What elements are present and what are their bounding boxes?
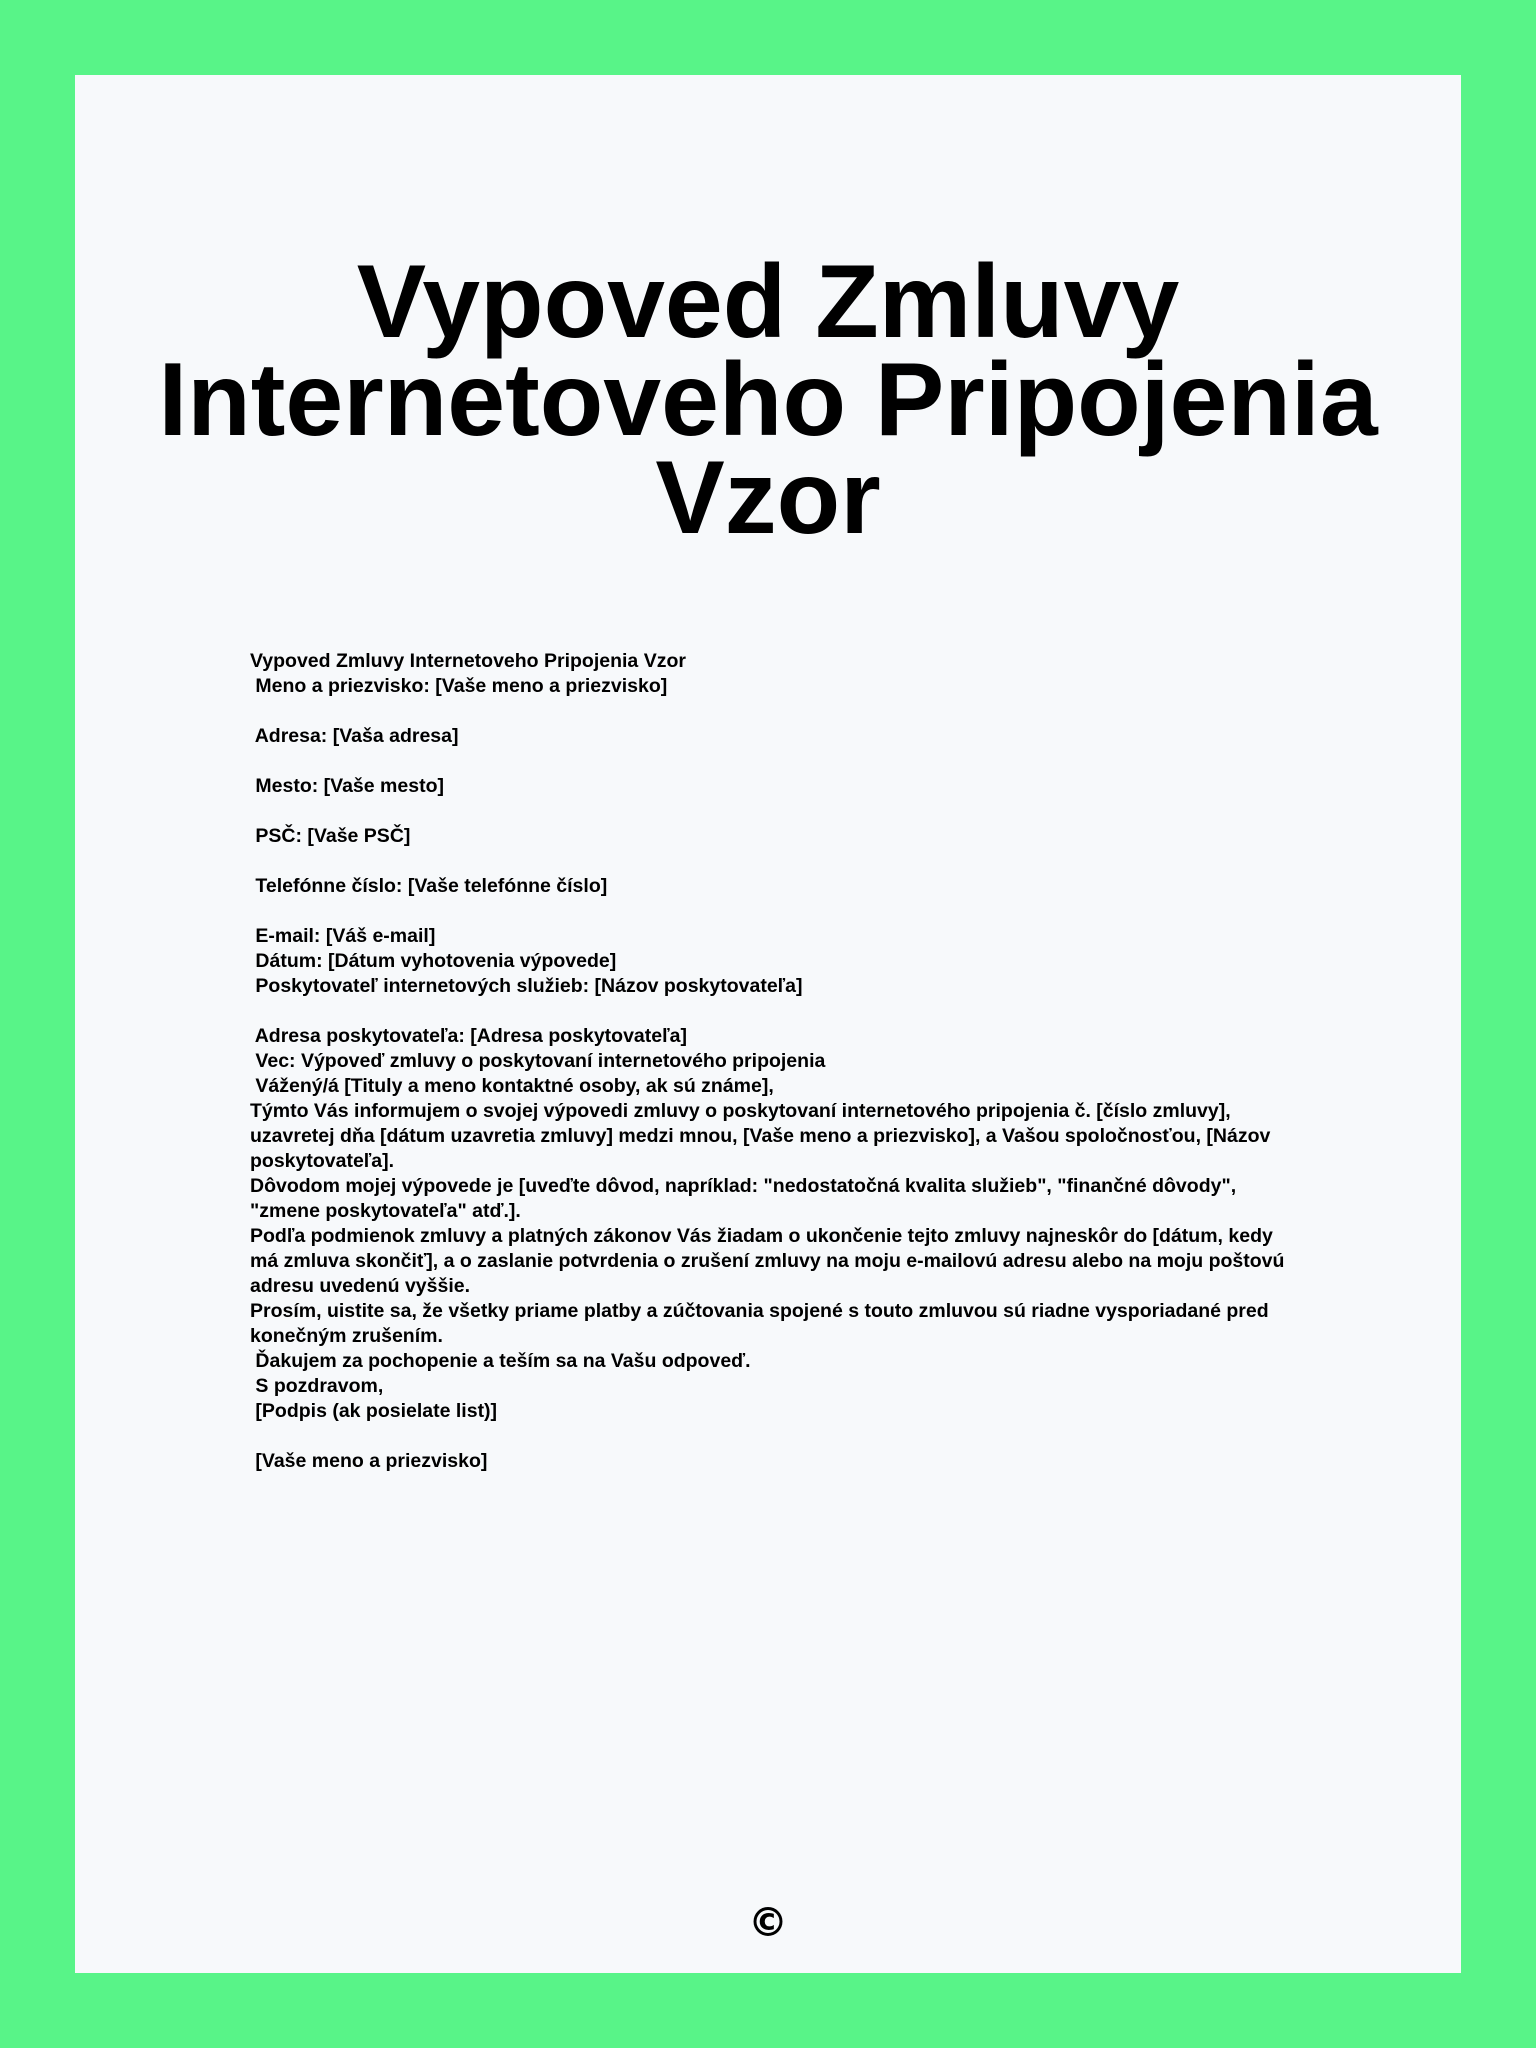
spacer: [250, 749, 1290, 774]
paragraph-settlement: Prosím, uistite sa, že všetky priame platby a zúčtovania spojené s touto zmluvou sú riadne vysporiadané pred konečným zrušením.: [250, 1300, 1269, 1347]
letter-signature: [Podpis (ak posielate list)]: [250, 1400, 498, 1422]
sender-email: E-mail: [Váš e-mail]: [250, 925, 436, 947]
spacer: [250, 849, 1290, 874]
letter-salutation: Vážený/á [Tituly a meno kontaktné osoby, ak sú známe],: [250, 1075, 774, 1097]
paragraph-notice: Týmto Vás informujem o svojej výpovedi zmluvy o poskytovaní internetového pripojenia č. [číslo zmluvy], uzavretej dňa [dátum uzavretia zmluvy] medzi mnou, [Vaše meno a priezvisko], a Vašou spoločnosťou, [Názov poskytovateľa].: [250, 1100, 1271, 1172]
sender-phone: Telefónne číslo: [Vaše telefónne číslo]: [250, 875, 608, 897]
letter-heading: Vypoved Zmluvy Internetoveho Pripojenia Vzor: [250, 650, 686, 672]
paragraph-request: Podľa podmienok zmluvy a platných zákonov Vás žiadam o ukončenie tejto zmluvy najneskôr do [dátum, kedy má zmluva skončiť], a o zaslanie potvrdenia o zrušení zmluvy na moju e-mailovú adresu alebo na moju poštovú adresu uvedenú vyššie.: [250, 1225, 1285, 1297]
spacer: [250, 799, 1290, 824]
spacer: [250, 999, 1290, 1024]
sender-address: Adresa: [Vaša adresa]: [250, 725, 459, 747]
paragraph-reason: Dôvodom mojej výpovede je [uveďte dôvod, napríklad: "nedostatočná kvalita služieb", "finančné dôvody", "zmene poskytovateľa" atď.].: [250, 1175, 1237, 1222]
letter-closing: S pozdravom,: [250, 1375, 384, 1397]
spacer: [250, 699, 1290, 724]
letter-subject: Vec: Výpoveď zmluvy o poskytovaní internetového pripojenia: [250, 1050, 826, 1072]
document-page: [75, 75, 1461, 1973]
sender-city: Mesto: [Vaše mesto]: [250, 775, 444, 797]
provider-name: Poskytovateľ internetových služieb: [Názov poskytovateľa]: [250, 975, 803, 997]
spacer: [250, 1424, 1290, 1449]
sender-psc: PSČ: [Vaše PSČ]: [250, 825, 411, 847]
sender-name: Meno a priezvisko: [Vaše meno a priezvisko]: [250, 675, 668, 697]
letter-signer: [Vaše meno a priezvisko]: [250, 1450, 488, 1472]
letter-body: [250, 649, 1290, 1474]
title-line-1: Vypoved Zmluvy: [356, 244, 1180, 360]
title-line-2: Internetoveho Pripojenia: [158, 342, 1378, 458]
page-title: [135, 244, 1401, 556]
letter-thanks: Ďakujem za pochopenie a teším sa na Vašu odpoveď.: [250, 1350, 751, 1372]
letter-date: Dátum: [Dátum vyhotovenia výpovede]: [250, 950, 617, 972]
copyright-icon: ©: [748, 1900, 788, 1946]
provider-address: Adresa poskytovateľa: [Adresa poskytovateľa]: [250, 1025, 687, 1047]
title-line-3: Vzor: [655, 440, 881, 556]
spacer: [250, 899, 1290, 924]
